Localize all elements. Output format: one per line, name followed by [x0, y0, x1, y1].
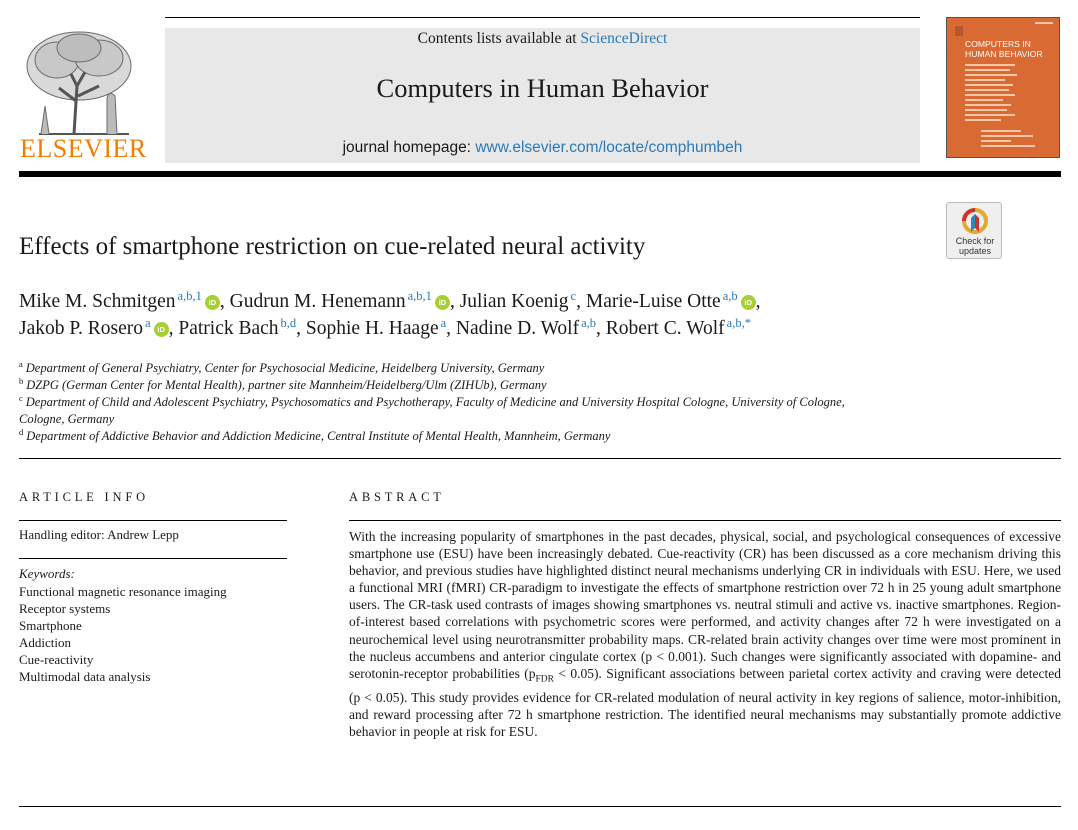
- affiliation-text: Department of General Psychiatry, Center for Psychosocial Medicine, Heidelberg University, Germany: [25, 361, 545, 375]
- contents-prefix: Contents lists available at: [417, 30, 581, 47]
- affiliation-d: [19, 424, 610, 445]
- author-name[interactable]: Marie-Luise Otte: [585, 291, 721, 312]
- author-name[interactable]: Gudrun M. Henemann: [229, 291, 406, 312]
- author-separator: ,: [449, 291, 460, 312]
- cover-title: [965, 39, 1057, 59]
- affiliation-text: Department of Addictive Behavior and Addiction Medicine, Central Institute of Mental Health, Mannheim, Germany: [26, 429, 611, 443]
- check-updates-line2: updates: [958, 246, 992, 256]
- homepage-line: [165, 139, 920, 157]
- author-name[interactable]: Patrick Bach: [178, 318, 279, 339]
- sciencedirect-link[interactable]: ScienceDirect: [580, 30, 668, 47]
- bottom-rule: [19, 806, 1061, 807]
- keywords-list: [19, 583, 227, 685]
- orcid-icon[interactable]: iD: [741, 295, 756, 310]
- journal-title: Computers in Human Behavior: [376, 73, 709, 103]
- journal-cover-thumbnail[interactable]: [946, 17, 1060, 158]
- affiliation-text-continued: Cologne, Germany: [19, 412, 115, 426]
- header-thick-rule: [19, 171, 1061, 177]
- keyword-item[interactable]: Smartphone: [19, 618, 82, 633]
- keyword-item[interactable]: Functional magnetic resonance imaging: [19, 584, 227, 599]
- affiliation-text: Department of Child and Adolescent Psychiatry, Psychosomatics and Psychotherapy, Faculty of Medicine and University Hospital Cologne, University of Cologne,: [25, 395, 845, 409]
- author-separator: ,: [296, 318, 306, 339]
- author-name[interactable]: Sophie H. Haage: [305, 318, 439, 339]
- keyword-item[interactable]: Receptor systems: [19, 601, 111, 616]
- keyword-item[interactable]: Addiction: [19, 635, 71, 650]
- homepage-link[interactable]: www.elsevier.com/locate/comphumbeh: [475, 139, 743, 156]
- author-separator: ,: [755, 291, 761, 312]
- author-separator: ,: [576, 291, 586, 312]
- keyword-item[interactable]: Cue-reactivity: [19, 652, 94, 667]
- check-for-updates-label: [947, 236, 1003, 256]
- article-info-rule-mid: [19, 558, 287, 559]
- keywords-label: Keywords:: [19, 566, 75, 581]
- author-affiliation-marker[interactable]: a,b,1: [407, 289, 432, 303]
- cover-title-line2: HUMAN BEHAVIOR: [965, 49, 1043, 59]
- contents-line: [165, 30, 920, 48]
- affiliation-key: c: [19, 393, 23, 403]
- abstract-rule-top: [349, 520, 1061, 521]
- abstract-text-part1: With the increasing popularity of smartphones in the past decades, physical, social, and psychological consequences of excessive smartphone use (ESU) have been increasingly debated. Cue-reactivity (CR) has been discussed as a core mechanism driving this behavior, and previous studies have highlighted distinct neural mechanisms underlying CR in individuals with ESU. Here, we used a functional MRI (fMRI) CR-paradigm to investigate the effects of smartphone restriction over 72 h in 25 young adult smartphone users. The CR-task used contrasts of images showing smartphones vs. neutral stimuli and active vs. inactive smartphones. Region-of-interest based correlations with psychometric scores were performed, and activity changes after 72 h were investigated on a neurochemical level using neurotransmitter probability maps. CR-related brain activity changes over time were most prominent in the nucleus accumbens and anterior cingulate cortex (p < 0.001). Such changes were significantly associated with dopamine- and serotonin-receptor probabilities (p: [349, 529, 1061, 681]
- author-separator: ,: [168, 318, 179, 339]
- abstract-body: [349, 528, 1061, 740]
- affiliation-text: DZPG (German Center for Mental Health), partner site Mannheim/Heidelberg/Ulm (ZIHUb), Germany: [26, 378, 547, 392]
- orcid-icon[interactable]: iD: [205, 295, 220, 310]
- abstract-heading: ABSTRACT: [349, 490, 445, 504]
- author-affiliation-marker[interactable]: c: [570, 289, 577, 303]
- author-separator: ,: [219, 291, 230, 312]
- author-separator: ,: [446, 318, 456, 339]
- affiliation-key: b: [19, 376, 24, 386]
- article-info-rule-top: [19, 520, 287, 521]
- publisher-wordmark: ELSEVIER: [20, 134, 147, 163]
- abstract-text-part2: < 0.05). Significant associations between parietal cortex activity and craving were detected (p < 0.05). This study provides evidence for CR-related modulation of neural activity in key regions of salience, motor-inhibition, and reward processing after 72 h smartphone restriction. The identified neural mechanisms may substantially promote addictive behavior in people at risk for ESU.: [349, 665, 1061, 739]
- author-affiliation-marker[interactable]: a,b: [722, 289, 738, 303]
- top-rule: [165, 17, 920, 18]
- keyword-item[interactable]: Multimodal data analysis: [19, 669, 151, 684]
- article-title: Effects of smartphone restriction on cue-related neural activity: [19, 233, 646, 260]
- orcid-icon[interactable]: iD: [435, 295, 450, 310]
- affiliation-key: d: [19, 427, 24, 437]
- affiliation-c: [19, 390, 845, 428]
- author-affiliation-marker[interactable]: a,b,1: [177, 289, 202, 303]
- author-separator: ,: [596, 318, 606, 339]
- section-divider: [19, 458, 1061, 459]
- author-name[interactable]: Nadine D. Wolf: [455, 318, 580, 339]
- affiliation-key: a: [19, 359, 23, 369]
- author-line-1: [19, 289, 761, 313]
- author-affiliation-marker[interactable]: a,b: [581, 316, 597, 330]
- cover-issn-line: [1035, 22, 1053, 24]
- homepage-prefix: journal homepage:: [342, 139, 476, 156]
- author-affiliation-marker[interactable]: b,d: [280, 316, 297, 330]
- author-name[interactable]: Julian Koenig: [459, 291, 569, 312]
- cover-title-line1: COMPUTERS IN: [965, 39, 1031, 49]
- author-affiliation-marker[interactable]: a: [440, 316, 447, 330]
- author-affiliation-marker[interactable]: a: [145, 316, 151, 330]
- author-affiliation-marker[interactable]: a,b,*: [726, 316, 751, 330]
- author-name[interactable]: Jakob P. Rosero: [19, 318, 144, 339]
- handling-editor: Handling editor: Andrew Lepp: [19, 527, 179, 542]
- abstract-subscript: FDR: [535, 674, 554, 685]
- author-name[interactable]: Robert C. Wolf: [605, 318, 725, 339]
- author-name[interactable]: Mike M. Schmitgen: [19, 291, 176, 312]
- article-info-heading: ARTICLE INFO: [19, 490, 149, 504]
- cover-emblem: [955, 26, 963, 36]
- check-for-updates-badge[interactable]: [946, 202, 1002, 259]
- check-updates-line1: Check for: [955, 236, 995, 246]
- orcid-icon[interactable]: iD: [154, 322, 169, 337]
- cover-footer-lines: [981, 130, 1036, 150]
- author-line-2: [19, 316, 751, 340]
- check-for-updates-icon: [962, 208, 988, 235]
- cover-editor-lines: [965, 64, 1020, 124]
